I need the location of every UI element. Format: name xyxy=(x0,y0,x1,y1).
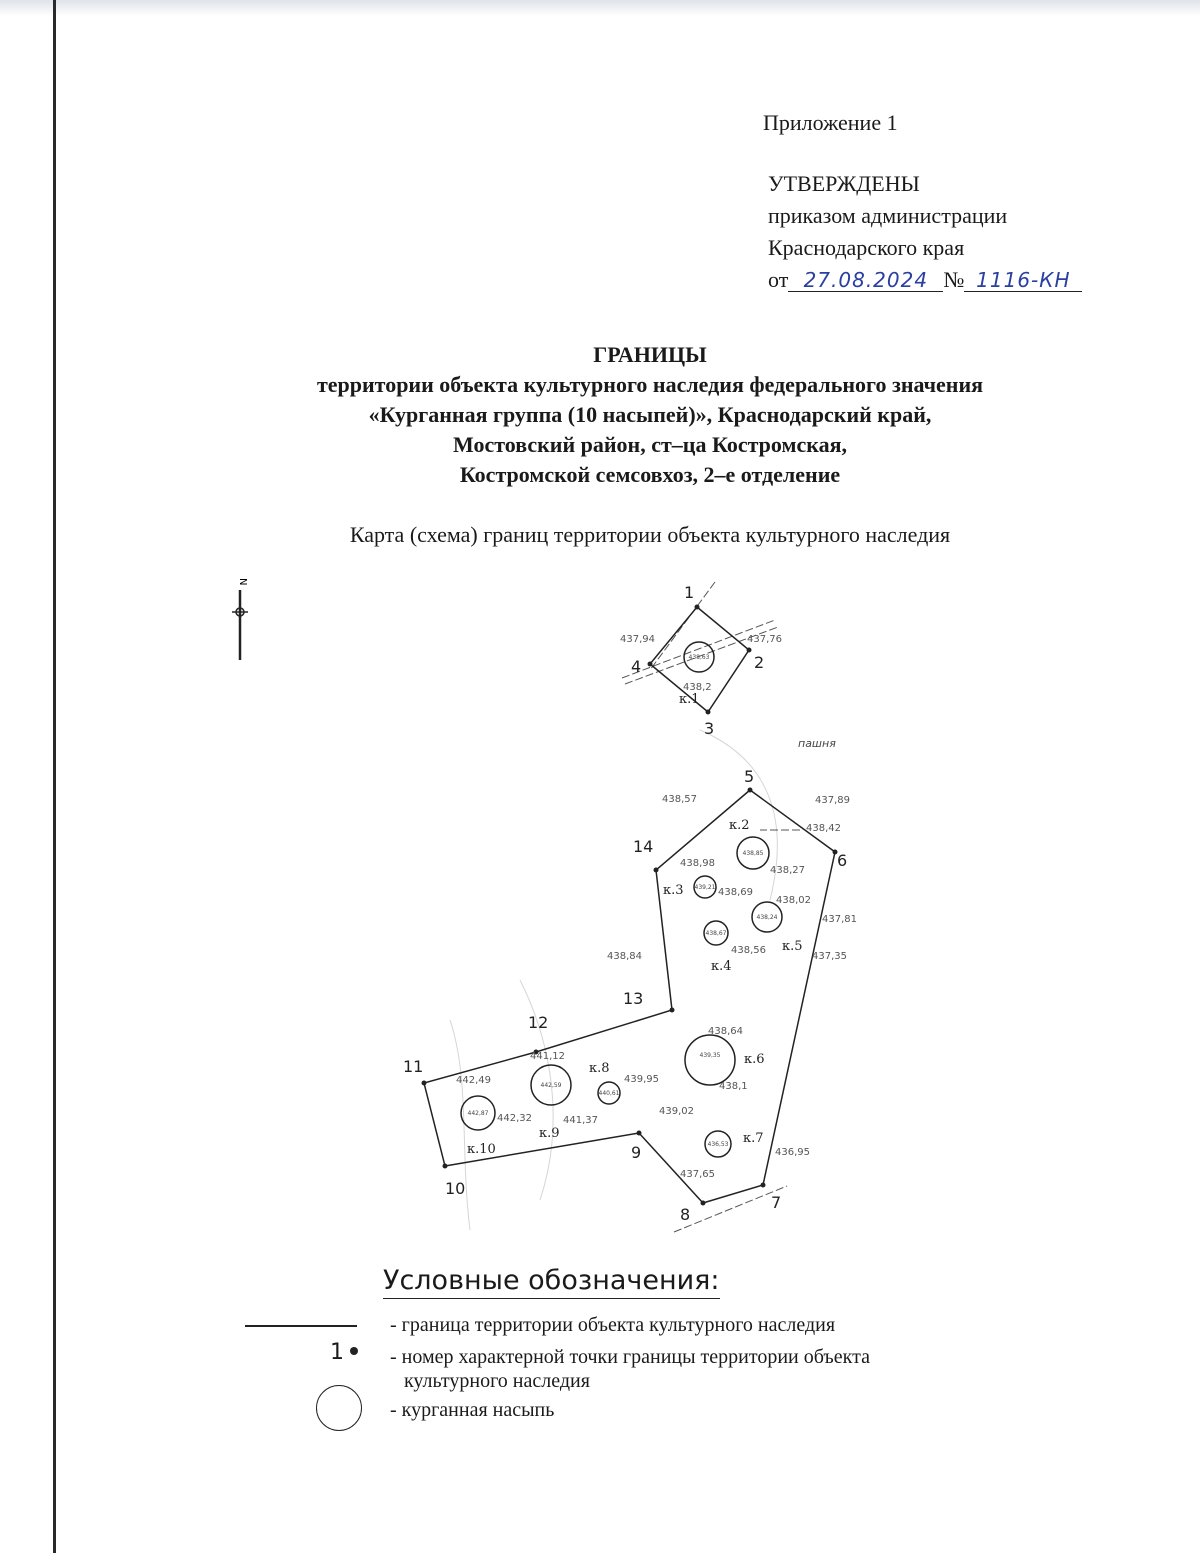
svg-text:438,1: 438,1 xyxy=(719,1081,748,1092)
svg-text:437,76: 437,76 xyxy=(747,634,782,645)
svg-text:438,42: 438,42 xyxy=(806,823,841,834)
svg-text:441,12: 441,12 xyxy=(530,1051,565,1062)
mound-label: к.7 xyxy=(743,1131,764,1146)
svg-text:440,61: 440,61 xyxy=(598,1090,620,1097)
legend-point-text xyxy=(390,1345,1050,1393)
svg-text:439,02: 439,02 xyxy=(659,1106,694,1117)
mound-label: к.1 xyxy=(679,692,700,707)
legend-point-text-line-2: культурного наследия xyxy=(404,1370,590,1392)
svg-text:438,27: 438,27 xyxy=(770,865,805,876)
svg-text:438,57: 438,57 xyxy=(662,794,697,805)
document-title xyxy=(200,340,1100,490)
approval-block xyxy=(768,168,1082,296)
mound-label: к.4 xyxy=(711,959,732,974)
point-label: 8 xyxy=(680,1205,691,1224)
mound-label: к.9 xyxy=(539,1126,560,1141)
svg-text:438,24: 438,24 xyxy=(756,914,778,921)
svg-text:437,65: 437,65 xyxy=(680,1169,715,1180)
svg-text:438,85: 438,85 xyxy=(742,850,764,857)
svg-text:442,49: 442,49 xyxy=(456,1075,491,1086)
svg-text:437,94: 437,94 xyxy=(620,634,655,645)
approval-line-1: приказом администрации xyxy=(768,203,1008,228)
legend-mound-text: - курганная насыпь xyxy=(390,1399,555,1421)
north-label: N xyxy=(237,578,248,586)
svg-text:438,69: 438,69 xyxy=(718,887,753,898)
svg-text:439,35: 439,35 xyxy=(699,1052,721,1059)
mound-label: к.10 xyxy=(467,1142,496,1157)
title-line-4: Костромской семсовхоз, 2–е отделение xyxy=(459,462,841,487)
contour-lines xyxy=(450,730,777,1230)
legend-point-text-line-1: - номер характерной точки границы территории объекта xyxy=(390,1346,870,1368)
mound-circles xyxy=(461,642,782,1157)
svg-text:438,67: 438,67 xyxy=(705,930,727,937)
appendix-label: Приложение 1 xyxy=(763,110,898,135)
number-label: № xyxy=(943,267,965,292)
mound-label: к.6 xyxy=(744,1052,765,1067)
north-arrow-icon xyxy=(232,578,248,660)
svg-text:437,81: 437,81 xyxy=(822,914,857,925)
point-label: 11 xyxy=(403,1057,424,1076)
handwritten-number: 1116-КН xyxy=(964,269,1082,292)
approval-line-2: Краснодарского края xyxy=(768,235,965,260)
svg-text:436,95: 436,95 xyxy=(775,1147,810,1158)
map-subtitle: Карта (схема) границ территории объекта культурного наследия xyxy=(349,522,951,547)
svg-text:439,21: 439,21 xyxy=(694,884,716,891)
point-label: 10 xyxy=(445,1179,466,1198)
point-label: 5 xyxy=(744,767,755,786)
mound-label: к.8 xyxy=(589,1061,610,1076)
handwritten-date: 27.08.2024 xyxy=(788,269,943,292)
mound-label: к.5 xyxy=(782,939,803,954)
legend-boundary-text: - граница территории объекта культурного наследия xyxy=(390,1314,836,1336)
svg-text:437,89: 437,89 xyxy=(815,795,850,806)
title-line-3: Мостовский район, ст–ца Костромская, xyxy=(453,432,847,457)
point-label: 12 xyxy=(528,1013,549,1032)
title-line-2: «Курганная группа (10 насыпей)», Краснодарский край, xyxy=(368,402,932,427)
point-label: 7 xyxy=(771,1193,782,1212)
title-heading: ГРАНИЦЫ xyxy=(593,342,707,367)
svg-text:442,32: 442,32 xyxy=(497,1113,532,1124)
approval-date-line xyxy=(768,264,1082,296)
svg-text:436,53: 436,53 xyxy=(707,1141,729,1148)
mound-label: к.2 xyxy=(729,818,750,833)
point-label: 9 xyxy=(631,1143,642,1162)
svg-text:442,87: 442,87 xyxy=(467,1110,489,1117)
point-label: 3 xyxy=(704,719,715,738)
point-label: 6 xyxy=(837,851,848,870)
from-label: от xyxy=(768,267,789,292)
svg-text:439,95: 439,95 xyxy=(624,1074,659,1085)
mound-label: к.3 xyxy=(663,883,684,898)
field-label: пашня xyxy=(798,737,836,750)
point-label: 1 xyxy=(684,583,695,602)
legend-mound-circle-icon xyxy=(316,1385,362,1431)
svg-text:437,35: 437,35 xyxy=(812,951,847,962)
legend-boundary-line-icon xyxy=(245,1325,357,1327)
point-label: 13 xyxy=(623,989,644,1008)
point-label: 4 xyxy=(631,657,642,676)
approval-heading: УТВЕРЖДЕНЫ xyxy=(768,171,920,196)
elevation-labels xyxy=(456,634,857,1180)
mound-labels xyxy=(467,692,803,1157)
legend-title: Условные обозначения: xyxy=(383,1265,720,1299)
svg-text:438,02: 438,02 xyxy=(776,895,811,906)
svg-text:438,84: 438,84 xyxy=(607,951,642,962)
legend-point-dot-icon xyxy=(350,1347,358,1355)
legend-point-number: 1 xyxy=(330,1340,344,1365)
svg-text:442,59: 442,59 xyxy=(540,1082,562,1089)
boundary-map xyxy=(0,560,1200,1250)
point-label: 14 xyxy=(633,837,654,856)
svg-text:438,63: 438,63 xyxy=(688,654,710,661)
point-label: 2 xyxy=(754,653,765,672)
svg-text:438,56: 438,56 xyxy=(731,945,766,956)
svg-text:438,2: 438,2 xyxy=(683,682,712,693)
top-scan-shadow xyxy=(0,0,1200,16)
svg-text:438,64: 438,64 xyxy=(708,1026,743,1037)
title-line-1: территории объекта культурного наследия федерального значения xyxy=(316,372,984,397)
svg-text:441,37: 441,37 xyxy=(563,1115,598,1126)
svg-text:438,98: 438,98 xyxy=(680,858,715,869)
